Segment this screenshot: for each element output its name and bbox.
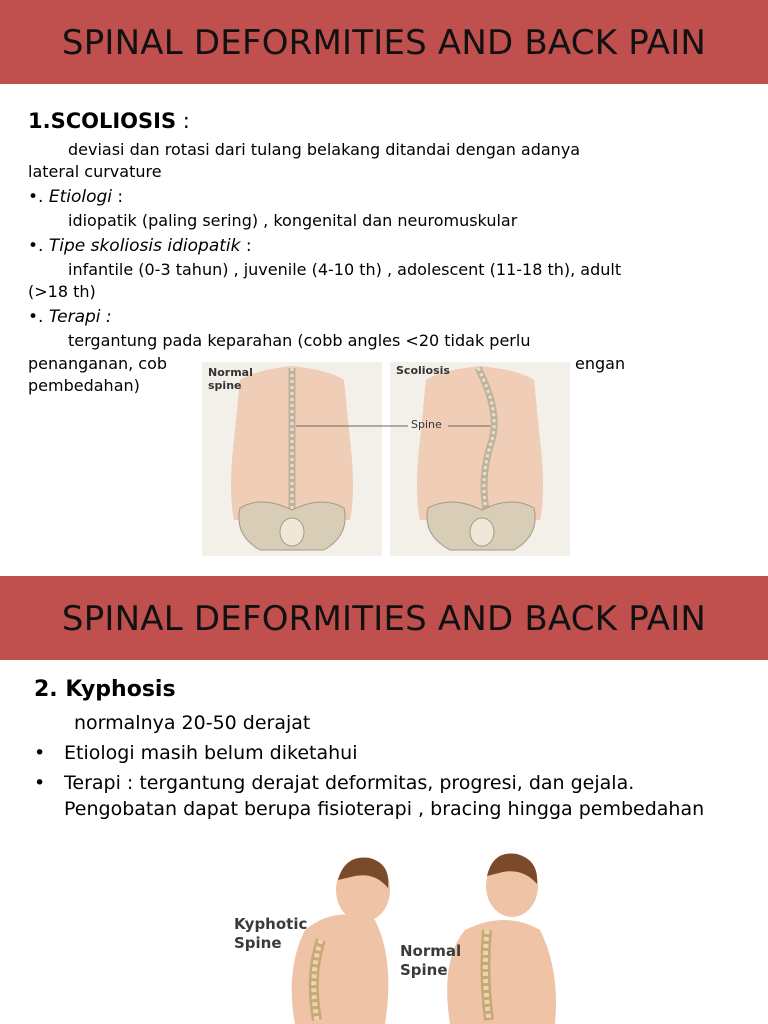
- label-normal-spine: [208, 366, 253, 392]
- kyphosis-normal-range: normalnya 20-50 derajat: [74, 712, 311, 734]
- definition-line-1: deviasi dan rotasi dari tulang belakang ditandai dengan adanya: [68, 140, 581, 159]
- title-band: [0, 0, 768, 84]
- etiologi-text: idiopatik (paling sering) , kongenital dan neuromuskular: [68, 211, 518, 230]
- heading-text: 1.SCOLIOSIS: [28, 109, 177, 133]
- heading-colon: :: [176, 109, 190, 133]
- scoliosis-figure: [200, 360, 572, 558]
- definition-line-2: lateral curvature: [28, 162, 162, 181]
- terapi-label: Terapi :: [48, 307, 112, 327]
- etiologi-item: [28, 186, 123, 208]
- terapi-line-2: penanganan, cob: [28, 354, 168, 373]
- terapi-line-2-end: engan: [575, 354, 626, 373]
- label-kyphotic-line1: Kyphotic: [234, 915, 308, 933]
- bullet-text: Terapi : tergantung derajat deformitas, progresi, dan gejala. Pengobatan dapat berupa fisioterapi , bracing hingga pembedahan: [64, 772, 705, 820]
- etiologi-colon: :: [112, 187, 124, 207]
- terapi-line-1: tergantung pada keparahan (cobb angles <20 tidak perlu: [68, 331, 531, 350]
- label-normal-line1: Normal: [208, 366, 253, 379]
- label-scoliosis: Scoliosis: [396, 364, 450, 377]
- normal-figure: [447, 853, 556, 1024]
- label-kyphotic-spine: [234, 915, 307, 953]
- label-normal-line2: spine: [208, 379, 242, 392]
- bullet-mark: •.: [28, 236, 44, 256]
- bullet-text: Etiologi masih belum diketahui: [64, 742, 358, 764]
- slide-title: SPINAL DEFORMITIES AND BACK PAIN: [61, 599, 707, 639]
- slide-title: SPINAL DEFORMITIES AND BACK PAIN: [61, 23, 707, 63]
- tipe-label: Tipe skoliosis idiopatik: [48, 236, 241, 256]
- section-heading: [28, 110, 190, 132]
- scoliosis-panel: [390, 362, 570, 556]
- tipe-item: [28, 235, 252, 257]
- bullet-mark: •.: [28, 307, 44, 327]
- label-normal-line2: Spine: [400, 961, 448, 979]
- terapi-item: [28, 306, 112, 328]
- etiologi-label: Etiologi: [48, 187, 113, 207]
- section-heading: 2. Kyphosis: [34, 677, 176, 702]
- tipe-colon: :: [240, 236, 252, 256]
- slide-kyphosis: [0, 574, 768, 1024]
- bullet-mark: •.: [28, 187, 44, 207]
- label-kyphotic-line2: Spine: [234, 934, 282, 952]
- tipe-text-line-1: infantile (0-3 tahun) , juvenile (4-10 th) , adolescent (11-18 th), adult: [68, 260, 622, 279]
- title-band: [0, 576, 768, 660]
- bullet-mark: •: [34, 772, 46, 794]
- tipe-text-line-2: (>18 th): [28, 282, 96, 301]
- bullet-mark: •: [34, 742, 46, 764]
- label-normal-spine: [400, 942, 461, 980]
- terapi-line-3: pembedahan): [28, 376, 140, 395]
- label-spine: Spine: [411, 418, 442, 431]
- label-normal-line1: Normal: [400, 942, 462, 960]
